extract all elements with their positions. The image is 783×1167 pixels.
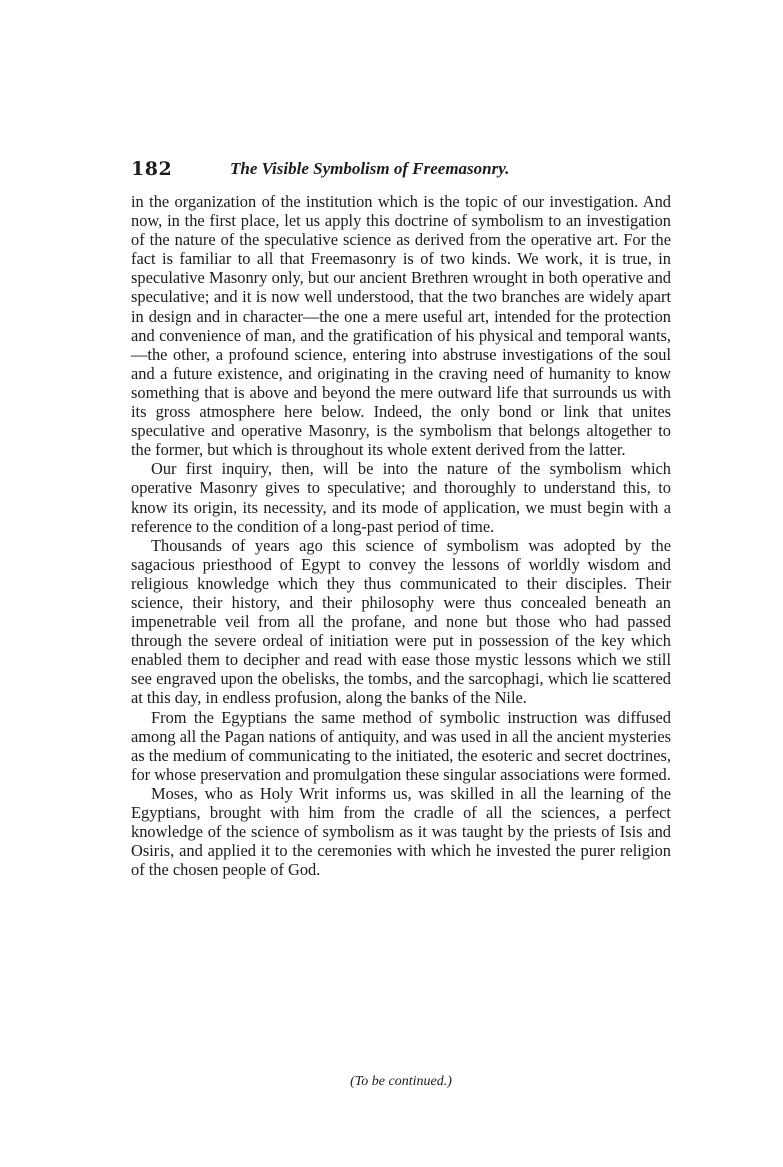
paragraph: Our first inquiry, then, will be into the nature of the symbolism which operative Masonry gives to speculative; and thoroughly to understand this, to know its origin, its necessity, and its mode of application, we must begin with a reference to the condition of a long-past period of time. (131, 459, 671, 536)
paragraph: From the Egyptians the same method of symbolic instruction was diffused among all the Pagan nations of antiquity, and was used in all the ancient mysteries as the medium of communicating to the initiated, the esoteric and secret doctrines, for whose preservation and promulgation these singular associations were formed. (131, 707, 671, 784)
paragraph: Moses, who as Holy Writ informs us, was skilled in all the learning of the Egyptians, brought with him from the cradle of all the sciences, a perfect knowledge of the science of symbolism as it was taught by the priests of Isis and Osiris, and applied it to the ceremonies with which he invested the purer religion of the chosen people of God. (131, 783, 671, 880)
paragraph: Thousands of years ago this science of symbolism was adopted by the sagacious priesthood of Egypt to convey the lessons of worldly wisdom and religious knowledge which they thus communicated to their disciples. Their science, their history, and their philosophy were thus concealed beneath an impenetrable veil from all the profane, and none but those who had passed through the severe ordeal of initiation were put in possession of the key which enabled them to decipher and read with ease those mystic lessons which we still see engraved upon the obelisks, the tombs, and the sarcophagi, which lie scattered at this day, in endless profusion, along the banks of the Nile. (131, 535, 671, 708)
body-text (131, 192, 671, 879)
continued-note: (To be continued.) (350, 1074, 452, 1089)
running-head (131, 158, 671, 182)
paragraph: in the organization of the institution which is the topic of our investigation. And now, in the first place, let us apply this doctrine of symbolism to an investigation of the nature of the speculative science as derived from the operative art. For the fact is familiar to all that Freemasonry is of two kinds. We work, it is true, in speculative Masonry only, but our ancient Brethren wrought in both operative and speculative; and it is now well understood, that the two branches are widely apart in design and in character—the one a mere useful art, intended for the protection and convenience of man, and the gratification of his physical and temporal wants,—the other, a profound science, entering into abstruse investigations of the soul and a future existence, and originating in the craving need of humanity to know something that is above and beyond the mere outward life that surrounds us with its gross atmosphere here below. Indeed, the only bond or link that unites speculative and operative Masonry, is the symbolism that belongs altogether to the former, but which is throughout its whole extent derived from the latter. (131, 192, 671, 460)
running-title: The Visible Symbolism of Freemasonry. (230, 159, 510, 178)
page-number: 182 (131, 158, 173, 180)
